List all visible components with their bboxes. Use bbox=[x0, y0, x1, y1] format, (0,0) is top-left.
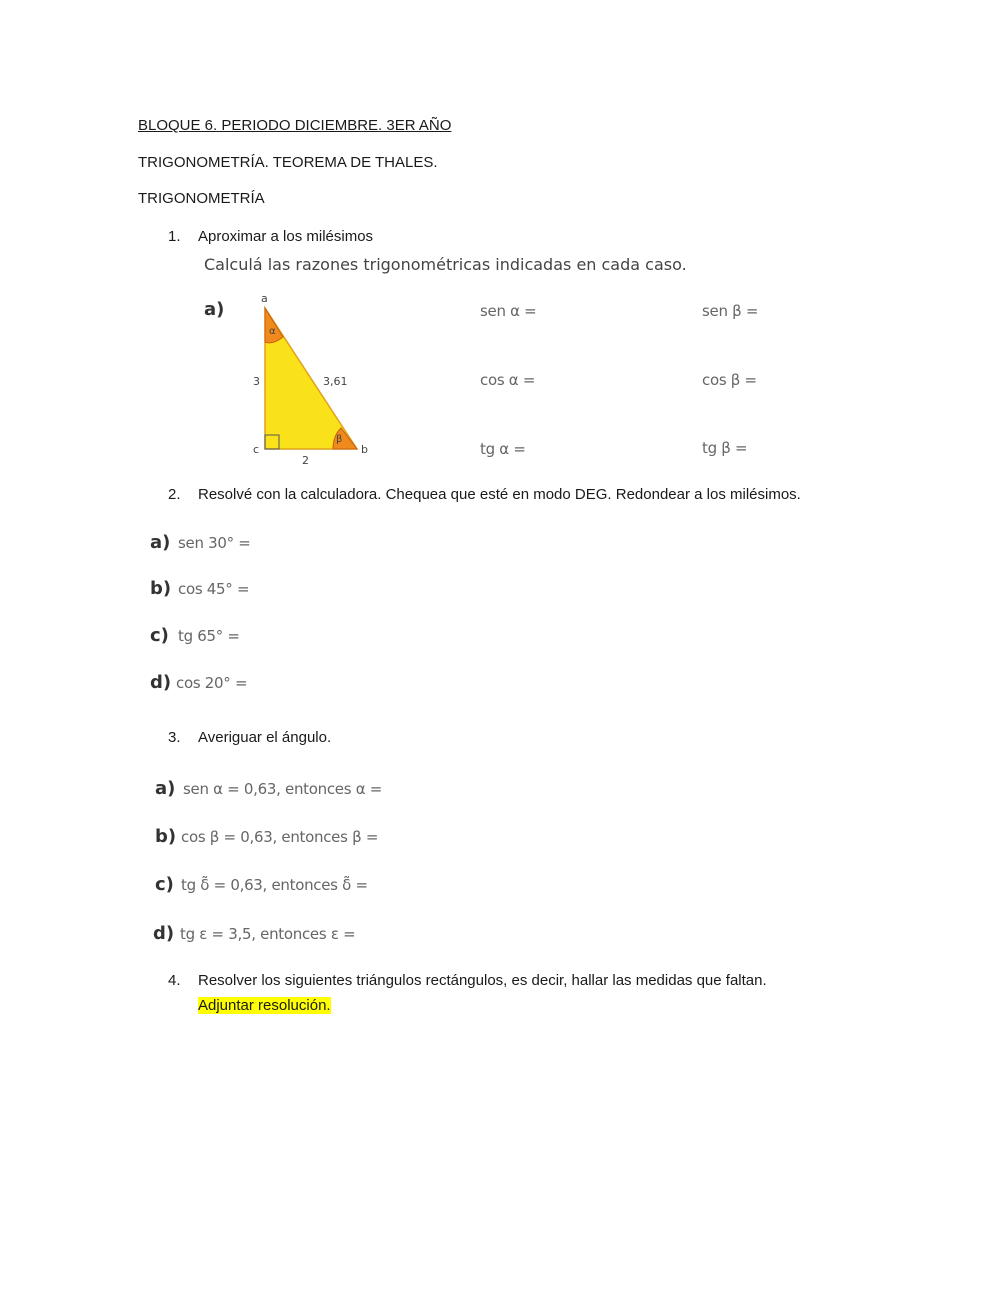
item-4-text: Resolver los siguientes triángulos rectángulos, es decir, hallar las medidas que faltan. bbox=[198, 972, 767, 989]
item-4-number: 4. bbox=[168, 972, 181, 989]
item-3-number: 3. bbox=[168, 729, 181, 746]
item-3-label-a: a) bbox=[155, 778, 176, 799]
item-3-expr-b: cos β = 0,63, entonces β = bbox=[181, 828, 379, 846]
item-2-expr-c: tg 65° = bbox=[178, 627, 240, 645]
ratio-sen-alpha: sen α = bbox=[480, 302, 537, 320]
item-2-label-b: b) bbox=[150, 578, 172, 599]
vertex-c-label: c bbox=[253, 443, 260, 456]
side-ac-label: 3 bbox=[253, 375, 260, 388]
angle-beta-label: β bbox=[336, 434, 343, 445]
ratio-tg-beta: tg β = bbox=[702, 439, 748, 457]
item-1-number: 1. bbox=[168, 228, 181, 245]
right-triangle-figure bbox=[245, 290, 375, 470]
section-heading: TRIGONOMETRÍA bbox=[138, 190, 265, 207]
document-subtitle: TRIGONOMETRÍA. TEOREMA DE THALES. bbox=[138, 154, 438, 171]
ratio-cos-beta: cos β = bbox=[702, 371, 757, 389]
item-3-expr-c: tg δ̃ = 0,63, entonces δ̃ = bbox=[181, 876, 368, 894]
item-3-label-b: b) bbox=[155, 826, 177, 847]
item-2-label-c: c) bbox=[150, 625, 169, 646]
item-4-highlight-note: Adjuntar resolución. bbox=[198, 997, 331, 1014]
item-3-label-d: d) bbox=[153, 923, 175, 944]
item-3-expr-d: tg ε = 3,5, entonces ε = bbox=[180, 925, 356, 943]
item-1-instruction: Calculá las razones trigonométricas indicadas en cada caso. bbox=[204, 255, 687, 274]
item-2-label-a: a) bbox=[150, 532, 171, 553]
ratio-sen-beta: sen β = bbox=[702, 302, 759, 320]
item-1-text: Aproximar a los milésimos bbox=[198, 228, 374, 245]
item-2-label-d: d) bbox=[150, 672, 172, 693]
vertex-a-label: a bbox=[261, 292, 268, 305]
side-cb-label: 2 bbox=[302, 454, 309, 467]
ratio-cos-alpha: cos α = bbox=[480, 371, 536, 389]
ratio-tg-alpha: tg α = bbox=[480, 440, 526, 458]
item-2-expr-a: sen 30° = bbox=[178, 534, 251, 552]
item-3-expr-a: sen α = 0,63, entonces α = bbox=[183, 780, 383, 798]
vertex-b-label: b bbox=[361, 443, 368, 456]
item-3-label-c: c) bbox=[155, 874, 174, 895]
document-title: BLOQUE 6. PERIODO DICIEMBRE. 3ER AÑO bbox=[138, 117, 452, 134]
angle-alpha-label: α bbox=[269, 326, 276, 337]
item-2-number: 2. bbox=[168, 486, 181, 503]
item-1-part-label: a) bbox=[204, 299, 225, 320]
item-2-text: Resolvé con la calculadora. Chequea que esté en modo DEG. Redondear a los milésimos. bbox=[198, 486, 801, 503]
item-2-expr-b: cos 45° = bbox=[178, 580, 250, 598]
item-3-text: Averiguar el ángulo. bbox=[198, 729, 332, 746]
item-2-expr-d: cos 20° = bbox=[176, 674, 248, 692]
side-ab-label: 3,61 bbox=[323, 375, 348, 388]
